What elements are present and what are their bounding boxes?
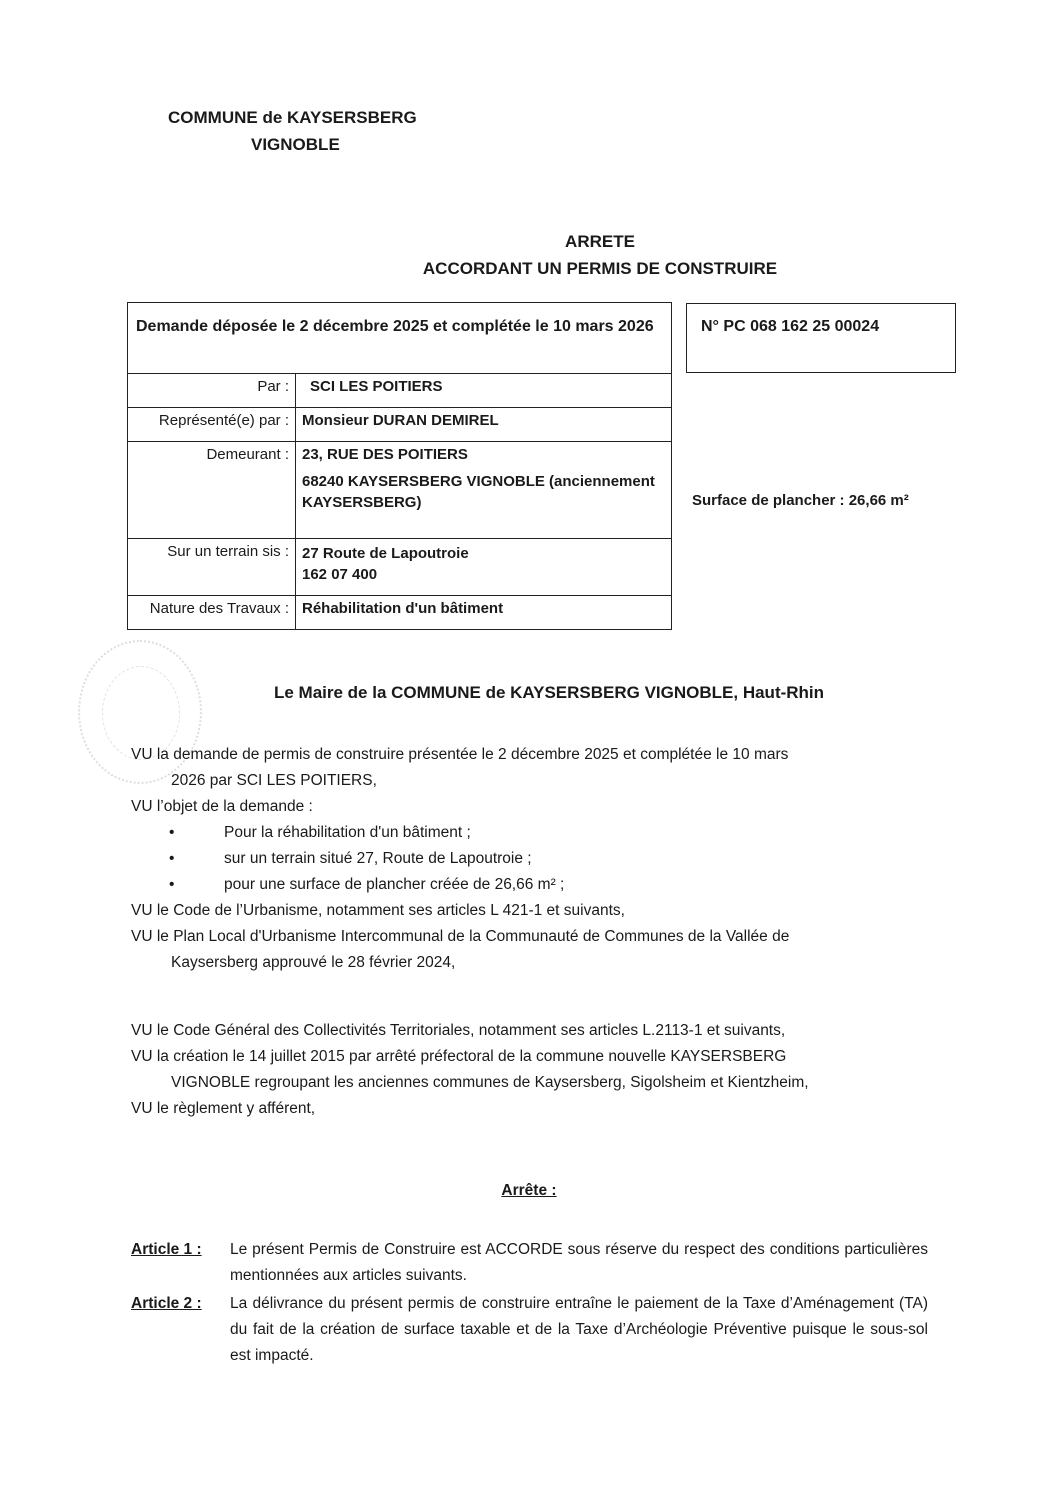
list-item-text: Pour la réhabilitation d'un bâtiment ;: [224, 824, 471, 841]
list-item-text: sur un terrain situé 27, Route de Lapoutroie ;: [224, 850, 532, 867]
bullet-icon: •: [169, 876, 175, 893]
value-represente: Monsieur DURAN DEMIREL: [296, 408, 672, 442]
commune-header: [168, 104, 417, 158]
table-row: [128, 303, 672, 374]
label-terrain: Sur un terrain sis :: [128, 539, 296, 596]
article-text: La délivrance du présent permis de construire entraîne le paiement de la Taxe d’Aménagement (TA) du fait de la création de surface taxable et de la Taxe d’Archéologie Préventive puisque le sous-sol est impacté.: [230, 1295, 928, 1364]
value-demeurant: [296, 442, 672, 539]
label-nature: Nature des Travaux :: [128, 596, 296, 630]
title-arrete: ARRETE: [565, 232, 635, 251]
visa-block-2: [131, 1018, 928, 1122]
visa-objet: VU l’objet de la demande :: [131, 798, 313, 815]
surface-plancher: Surface de plancher : 26,66 m²: [692, 492, 909, 509]
list-item-text: pour une surface de plancher créée de 26,66 m² ;: [224, 876, 565, 893]
terrain-parcel: 162 07 400: [302, 566, 378, 583]
article-label: Article 2 :: [131, 1295, 202, 1312]
visa-plui-cont: Kaysersberg approuvé le 28 février 2024,: [171, 954, 456, 971]
visa-demande: [131, 742, 928, 976]
table-row: [128, 539, 672, 596]
value-terrain: [296, 539, 672, 596]
commune-name: COMMUNE de KAYSERSBERG: [168, 108, 417, 127]
arrete-heading: Arrête :: [501, 1182, 557, 1199]
permit-number: N° PC 068 162 25 00024: [701, 318, 880, 335]
table-row: [128, 596, 672, 630]
list-item: [131, 846, 928, 872]
label-demeurant: Demeurant :: [128, 442, 296, 539]
visa-line: VU la demande de permis de construire présentée le 2 décembre 2025 et complétée le 10 mars: [131, 746, 789, 763]
visa-line: 2026 par SCI LES POITIERS,: [171, 772, 377, 789]
article-text: Le présent Permis de Construire est ACCORDE sous réserve du respect des conditions particulières mentionnées aux articles suivants.: [230, 1241, 928, 1284]
objet-list: [131, 820, 928, 898]
terrain-address: 27 Route de Lapoutroie: [302, 545, 469, 562]
value-nature: Réhabilitation d'un bâtiment: [296, 596, 672, 630]
document-title: [380, 228, 820, 282]
request-table: [127, 302, 672, 630]
bullet-icon: •: [169, 850, 175, 867]
table-row: [128, 408, 672, 442]
visa-reglement: VU le règlement y afférent,: [131, 1100, 316, 1117]
article-1: [131, 1237, 928, 1289]
article-2: [131, 1291, 928, 1369]
visa-cgct: VU le Code Général des Collectivités Territoriales, notamment ses articles L.2113-1 et suivants,: [131, 1022, 786, 1039]
maire-heading: Le Maire de la COMMUNE de KAYSERSBERG VIGNOBLE, Haut-Rhin: [273, 683, 825, 702]
address-line2: 68240 KAYSERSBERG VIGNOBLE (anciennement KAYSERSBERG): [302, 473, 655, 511]
visa-code-urbanisme: VU le Code de l’Urbanisme, notamment ses articles L 421-1 et suivants,: [131, 902, 625, 919]
commune-subtitle: VIGNOBLE: [251, 135, 340, 154]
list-item: [131, 820, 928, 846]
bullet-icon: •: [169, 824, 175, 841]
visa-creation: VU la création le 14 juillet 2015 par arrêté préfectoral de la commune nouvelle KAYSERSBERG: [131, 1048, 787, 1065]
request-heading: Demande déposée le 2 décembre 2025 et complétée le 10 mars 2026: [128, 303, 672, 374]
list-item: [131, 872, 928, 898]
article-label: Article 1 :: [131, 1241, 202, 1258]
permit-number-box: [686, 303, 956, 373]
label-represente: Représenté(e) par :: [128, 408, 296, 442]
visa-plui: VU le Plan Local d'Urbanisme Intercommunal de la Communauté de Communes de la Vallée de: [131, 928, 790, 945]
table-row: [128, 442, 672, 539]
label-par: Par :: [128, 374, 296, 408]
visa-creation-cont: VIGNOBLE regroupant les anciennes communes de Kaysersberg, Sigolsheim et Kientzheim,: [171, 1074, 809, 1091]
table-row: [128, 374, 672, 408]
title-subject: ACCORDANT UN PERMIS DE CONSTRUIRE: [422, 259, 778, 278]
address-line1: 23, RUE DES POITIERS: [302, 446, 468, 463]
value-par: SCI LES POITIERS: [296, 374, 672, 408]
